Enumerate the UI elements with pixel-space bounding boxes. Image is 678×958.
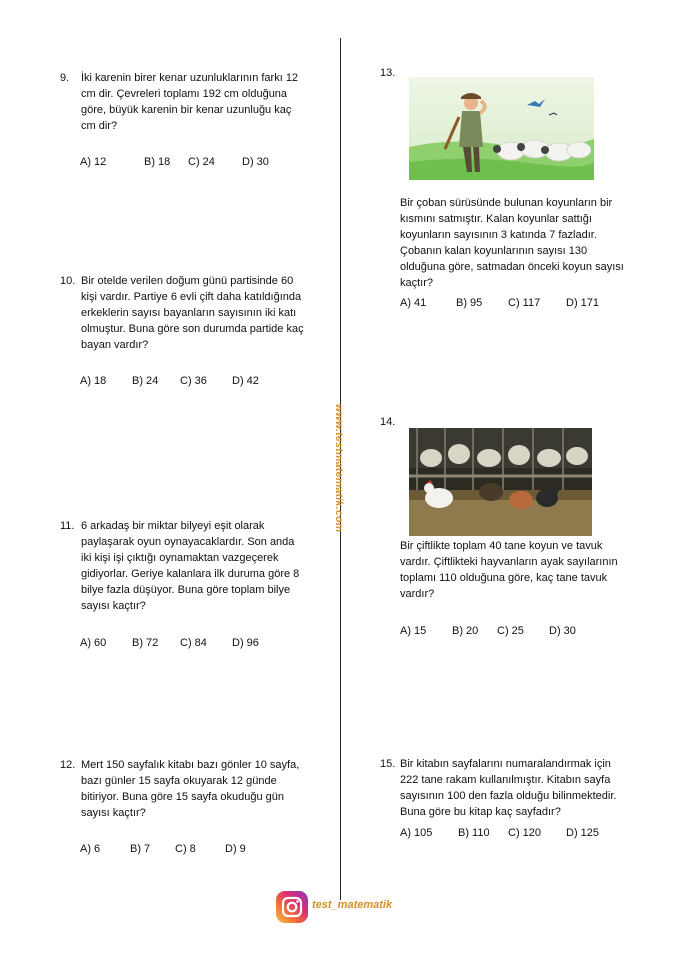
- question-number: 10.: [60, 275, 76, 287]
- option-b[interactable]: B) 20: [452, 625, 479, 637]
- question-number: 13.: [380, 67, 396, 79]
- option-c[interactable]: C) 24: [188, 156, 215, 168]
- option-b[interactable]: B) 72: [132, 637, 159, 649]
- answer-options-11: [80, 637, 259, 649]
- answer-options-14: [400, 625, 576, 637]
- option-c[interactable]: C) 36: [180, 375, 207, 387]
- question-13: [380, 65, 395, 81]
- option-d[interactable]: D) 96: [232, 637, 259, 649]
- option-d[interactable]: D) 42: [232, 375, 259, 387]
- question-number: 15.: [380, 758, 396, 770]
- answer-options-15: [400, 827, 599, 839]
- question-15: [380, 756, 660, 820]
- question-number: 11.: [60, 520, 75, 532]
- option-c[interactable]: C) 120: [508, 827, 542, 839]
- option-d[interactable]: D) 30: [549, 625, 576, 637]
- shepherd-sheep-illustration: [409, 77, 594, 180]
- question-text: Bir çiftlikte toplam 40 tane koyun ve tavuk vardır. Çiftlikteki hayvanların ayak sayılarının toplamı 110 olduğuna göre, kaç tane tavuk vardır?: [400, 540, 618, 600]
- instagram-handle[interactable]: test_matematik: [312, 899, 393, 911]
- answer-options-13: [400, 297, 599, 309]
- question-11: [60, 518, 335, 614]
- question-text: İki karenin birer kenar uzunluklarının farkı 12 cm dir. Çevreleri toplamı 192 cm olduğuna göre, büyük karenin bir kenar uzunluğu kaç cm dir?: [81, 72, 299, 132]
- question-text: Mert 150 sayfalık kitabı bazı gönler 10 sayfa, bazı günler 15 sayfa okuyarak 12 günde bitiriyor. Buna göre 15 sayfa okuduğu gün sayısı kaçtır?: [81, 759, 300, 819]
- watermark: www.testmatematik.com: [333, 404, 345, 533]
- question-14-body: [400, 538, 660, 602]
- option-b[interactable]: B) 110: [458, 827, 490, 839]
- answer-options-12: [80, 843, 246, 855]
- option-d[interactable]: D) 125: [566, 827, 600, 839]
- option-a[interactable]: A) 60: [80, 637, 107, 649]
- question-text: Bir çoban sürüsünde bulunan koyunların bir kısmını satmıştır. Kalan koyunlar sattığı koyunların sayısının 3 katında 7 fazladır. Çobanın kalan koyunlarının sayısı 130 olduğuna göre, satmadan önceki koyun sayısı kaçtır?: [400, 197, 624, 289]
- option-a[interactable]: A) 15: [400, 625, 427, 637]
- question-number: 14.: [380, 416, 396, 428]
- option-b[interactable]: B) 24: [132, 375, 159, 387]
- option-a[interactable]: A) 12: [80, 156, 107, 168]
- question-9: [60, 70, 330, 134]
- question-number: 9.: [60, 72, 70, 84]
- question-text: 6 arkadaş bir miktar bilyeyi eşit olarak paylaşarak oyun oynayacaklardır. Son anda iki kişi işi çıktığı oynamaktan vazgeçerek gidiyorlar. Geriye kalanlara ilk duruma göre 8 bilye fazla düşüyor. Buna göre toplam bilye sayısı kaçtır?: [81, 520, 300, 612]
- option-d[interactable]: D) 30: [242, 156, 269, 168]
- option-b[interactable]: B) 7: [130, 843, 151, 855]
- question-12: [60, 757, 335, 821]
- question-10: [60, 273, 335, 353]
- option-c[interactable]: C) 84: [180, 637, 207, 649]
- option-c[interactable]: C) 8: [175, 843, 196, 855]
- option-b[interactable]: B) 18: [144, 156, 171, 168]
- question-14: [380, 414, 395, 430]
- option-c[interactable]: C) 117: [508, 297, 541, 309]
- farm-sheep-chickens-photo: [409, 428, 592, 536]
- option-b[interactable]: B) 95: [456, 297, 483, 309]
- question-text: Bir kitabın sayfalarını numaralandırmak için 222 tane rakam kullanılmıştır. Kitabın sayfa sayısının 100 den fazla olduğu bilinmektedir. Buna göre bu kitap kaç sayfadır?: [400, 758, 617, 818]
- option-a[interactable]: A) 41: [400, 297, 427, 309]
- question-text: Bir otelde verilen doğum günü partisinde 60 kişi vardır. Partiye 6 evli çift daha katıldığında erkeklerin sayısı bayanların sayısının iki katı olmuştur. Buna göre son durumda partide kaç bayan vardır?: [81, 275, 304, 351]
- option-d[interactable]: D) 9: [225, 843, 246, 855]
- option-d[interactable]: D) 171: [566, 297, 600, 309]
- option-c[interactable]: C) 25: [497, 625, 524, 637]
- question-13-body: [400, 195, 660, 291]
- option-a[interactable]: A) 18: [80, 375, 107, 387]
- question-number: 12.: [60, 759, 76, 771]
- answer-options-9: [80, 156, 269, 168]
- answer-options-10: [80, 375, 259, 387]
- instagram-icon[interactable]: [276, 891, 308, 923]
- option-a[interactable]: A) 105: [400, 827, 433, 839]
- option-a[interactable]: A) 6: [80, 843, 101, 855]
